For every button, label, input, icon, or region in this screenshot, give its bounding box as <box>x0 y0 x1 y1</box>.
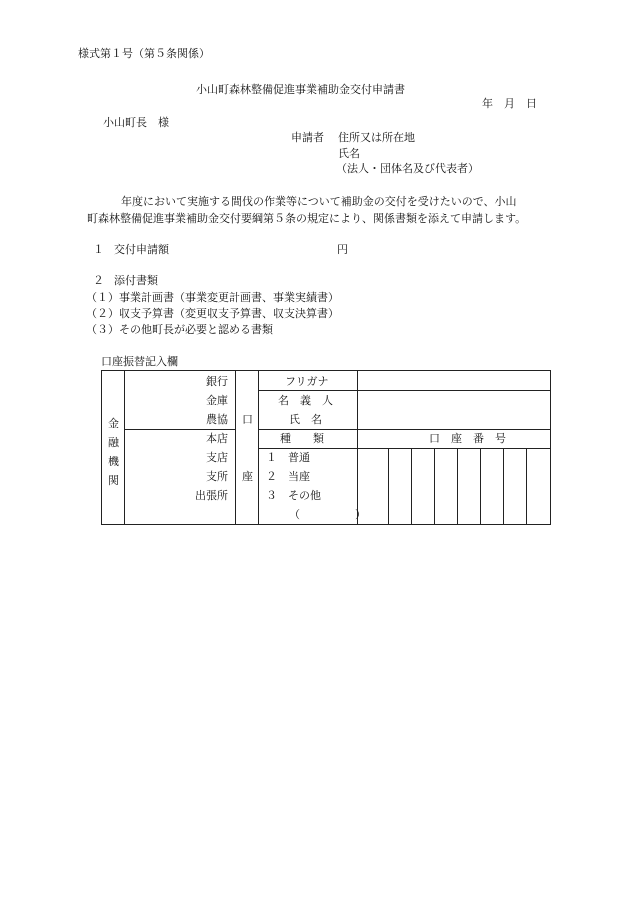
form-number: 様式第１号（第５条関係） <box>78 47 210 60</box>
holder-label: 名 義 人 <box>278 394 333 407</box>
bank-type-label: 金庫 <box>206 394 228 407</box>
account-digit-box[interactable] <box>412 449 434 524</box>
applicant-address-field[interactable]: 住所又は所在地 <box>338 131 415 144</box>
account-digit-box[interactable] <box>481 449 503 524</box>
institution-label: 融 <box>108 436 119 449</box>
account-type-option[interactable]: ３ その他 <box>266 489 321 502</box>
bank-type-label: 銀行 <box>206 375 228 388</box>
institution-label: 金 <box>108 417 119 430</box>
item1-label: 交付申請額 <box>114 243 169 256</box>
branch-type-label: 出張所 <box>195 489 228 502</box>
branch-type-label: 支店 <box>206 451 228 464</box>
attached-doc-item: （３）その他町長が必要と認める書類 <box>86 323 273 336</box>
institution-label: 機 <box>108 455 119 468</box>
account-type-header: 種 類 <box>280 432 324 445</box>
body-text-line2: 町森林整備促進事業補助金交付要綱第５条の規定により、関係書類を添えて申請します。 <box>87 212 527 225</box>
applicant-label: 申請者 <box>291 131 324 144</box>
bank-transfer-table <box>101 370 551 525</box>
account-digit-box[interactable] <box>435 449 457 524</box>
date-line: 年 月 日 <box>482 97 537 110</box>
bank-section-title: 口座振替記入欄 <box>101 355 178 368</box>
body-text-line1: 年度において実施する間伐の作業等について補助金の交付を受けたいので、小山 <box>121 195 517 208</box>
branch-type-label: 本店 <box>206 432 228 445</box>
furigana-input[interactable] <box>358 371 550 390</box>
applicant-name-field[interactable]: 氏名 <box>338 147 360 160</box>
item2-number: ２ <box>93 274 104 287</box>
attached-doc-item: （１）事業計画書（事業変更計画書、事業実績書） <box>86 291 339 304</box>
bank-type-label: 農協 <box>206 413 228 426</box>
account-digit-box[interactable] <box>527 449 549 524</box>
attached-doc-item: （２）収支予算書（変更収支予算書、収支決算書） <box>86 307 339 320</box>
item2-label: 添付書類 <box>114 274 158 287</box>
furigana-label: フリガナ <box>285 375 329 388</box>
document-title: 小山町森林整備促進事業補助金交付申請書 <box>196 83 405 96</box>
applicant-corp-note: （法人・団体名及び代表者） <box>336 162 479 175</box>
holder-name-label: 氏 名 <box>289 413 322 426</box>
account-label: 座 <box>242 470 253 483</box>
item1-unit: 円 <box>337 243 348 256</box>
account-digit-box[interactable] <box>458 449 480 524</box>
account-type-option[interactable]: １ 普通 <box>266 451 310 464</box>
account-type-other-input[interactable]: （ ） <box>289 508 366 521</box>
holder-name-input[interactable] <box>358 391 550 429</box>
item1-number: １ <box>93 243 104 256</box>
account-label: 口 <box>242 413 253 426</box>
account-type-option[interactable]: ２ 当座 <box>266 470 310 483</box>
account-number-header: 口 座 番 号 <box>429 432 506 445</box>
account-digit-box[interactable] <box>389 449 411 524</box>
branch-type-label: 支所 <box>206 470 228 483</box>
account-digit-box[interactable] <box>504 449 526 524</box>
addressee: 小山町長 様 <box>103 116 169 129</box>
institution-label: 関 <box>108 474 119 487</box>
